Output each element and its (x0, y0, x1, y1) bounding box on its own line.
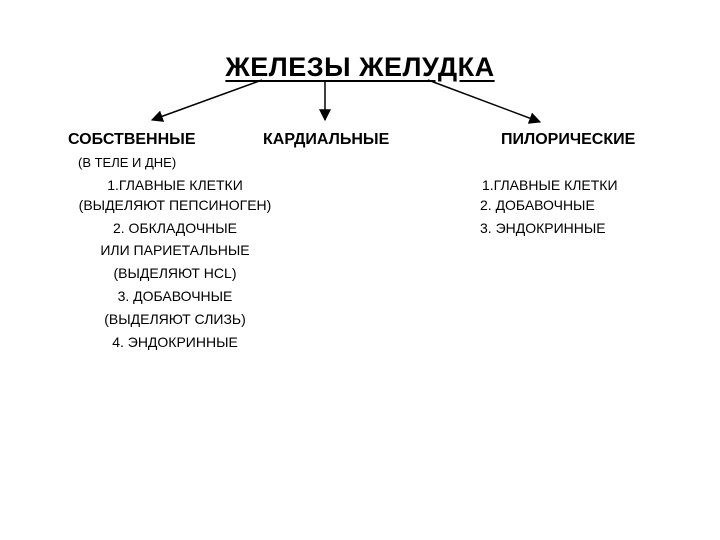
own-item: (ВЫДЕЛЯЮТ HCL) (113, 265, 237, 281)
own-item: 4. ЭНДОКРИННЫЕ (112, 334, 238, 350)
own-item: ИЛИ ПАРИЕТАЛЬНЫЕ (100, 242, 250, 258)
own-item: 2. ОБКЛАДОЧНЫЕ (112, 220, 238, 236)
own-item: (ВЫДЕЛЯЮТ ПЕПСИНОГЕН) (78, 197, 272, 213)
own-item: 1.ГЛАВНЫЕ КЛЕТКИ (107, 177, 243, 193)
diagram-title: ЖЕЛЕЗЫ ЖЕЛУДКА (225, 52, 495, 82)
branch-cardiac: КАРДИАЛЬНЫЕ (263, 131, 390, 148)
branch-own: СОБСТВЕННЫЕ (68, 131, 196, 148)
own-item: 3. ДОБАВОЧНЫЕ (117, 288, 233, 304)
pyloric-item: 3. ЭНДОКРИННЫЕ (480, 220, 606, 236)
arrow-to-pyloric (428, 80, 540, 122)
pyloric-item: 2. ДОБАВОЧНЫЕ (480, 197, 595, 213)
branch-pyloric: ПИЛОРИЧЕСКИЕ (501, 131, 636, 148)
pyloric-item: 1.ГЛАВНЫЕ КЛЕТКИ (482, 177, 618, 193)
own-location-note: (В ТЕЛЕ И ДНЕ) (78, 155, 177, 170)
arrow-to-own (152, 80, 262, 120)
own-item: (ВЫДЕЛЯЮТ СЛИЗЬ) (104, 311, 246, 327)
